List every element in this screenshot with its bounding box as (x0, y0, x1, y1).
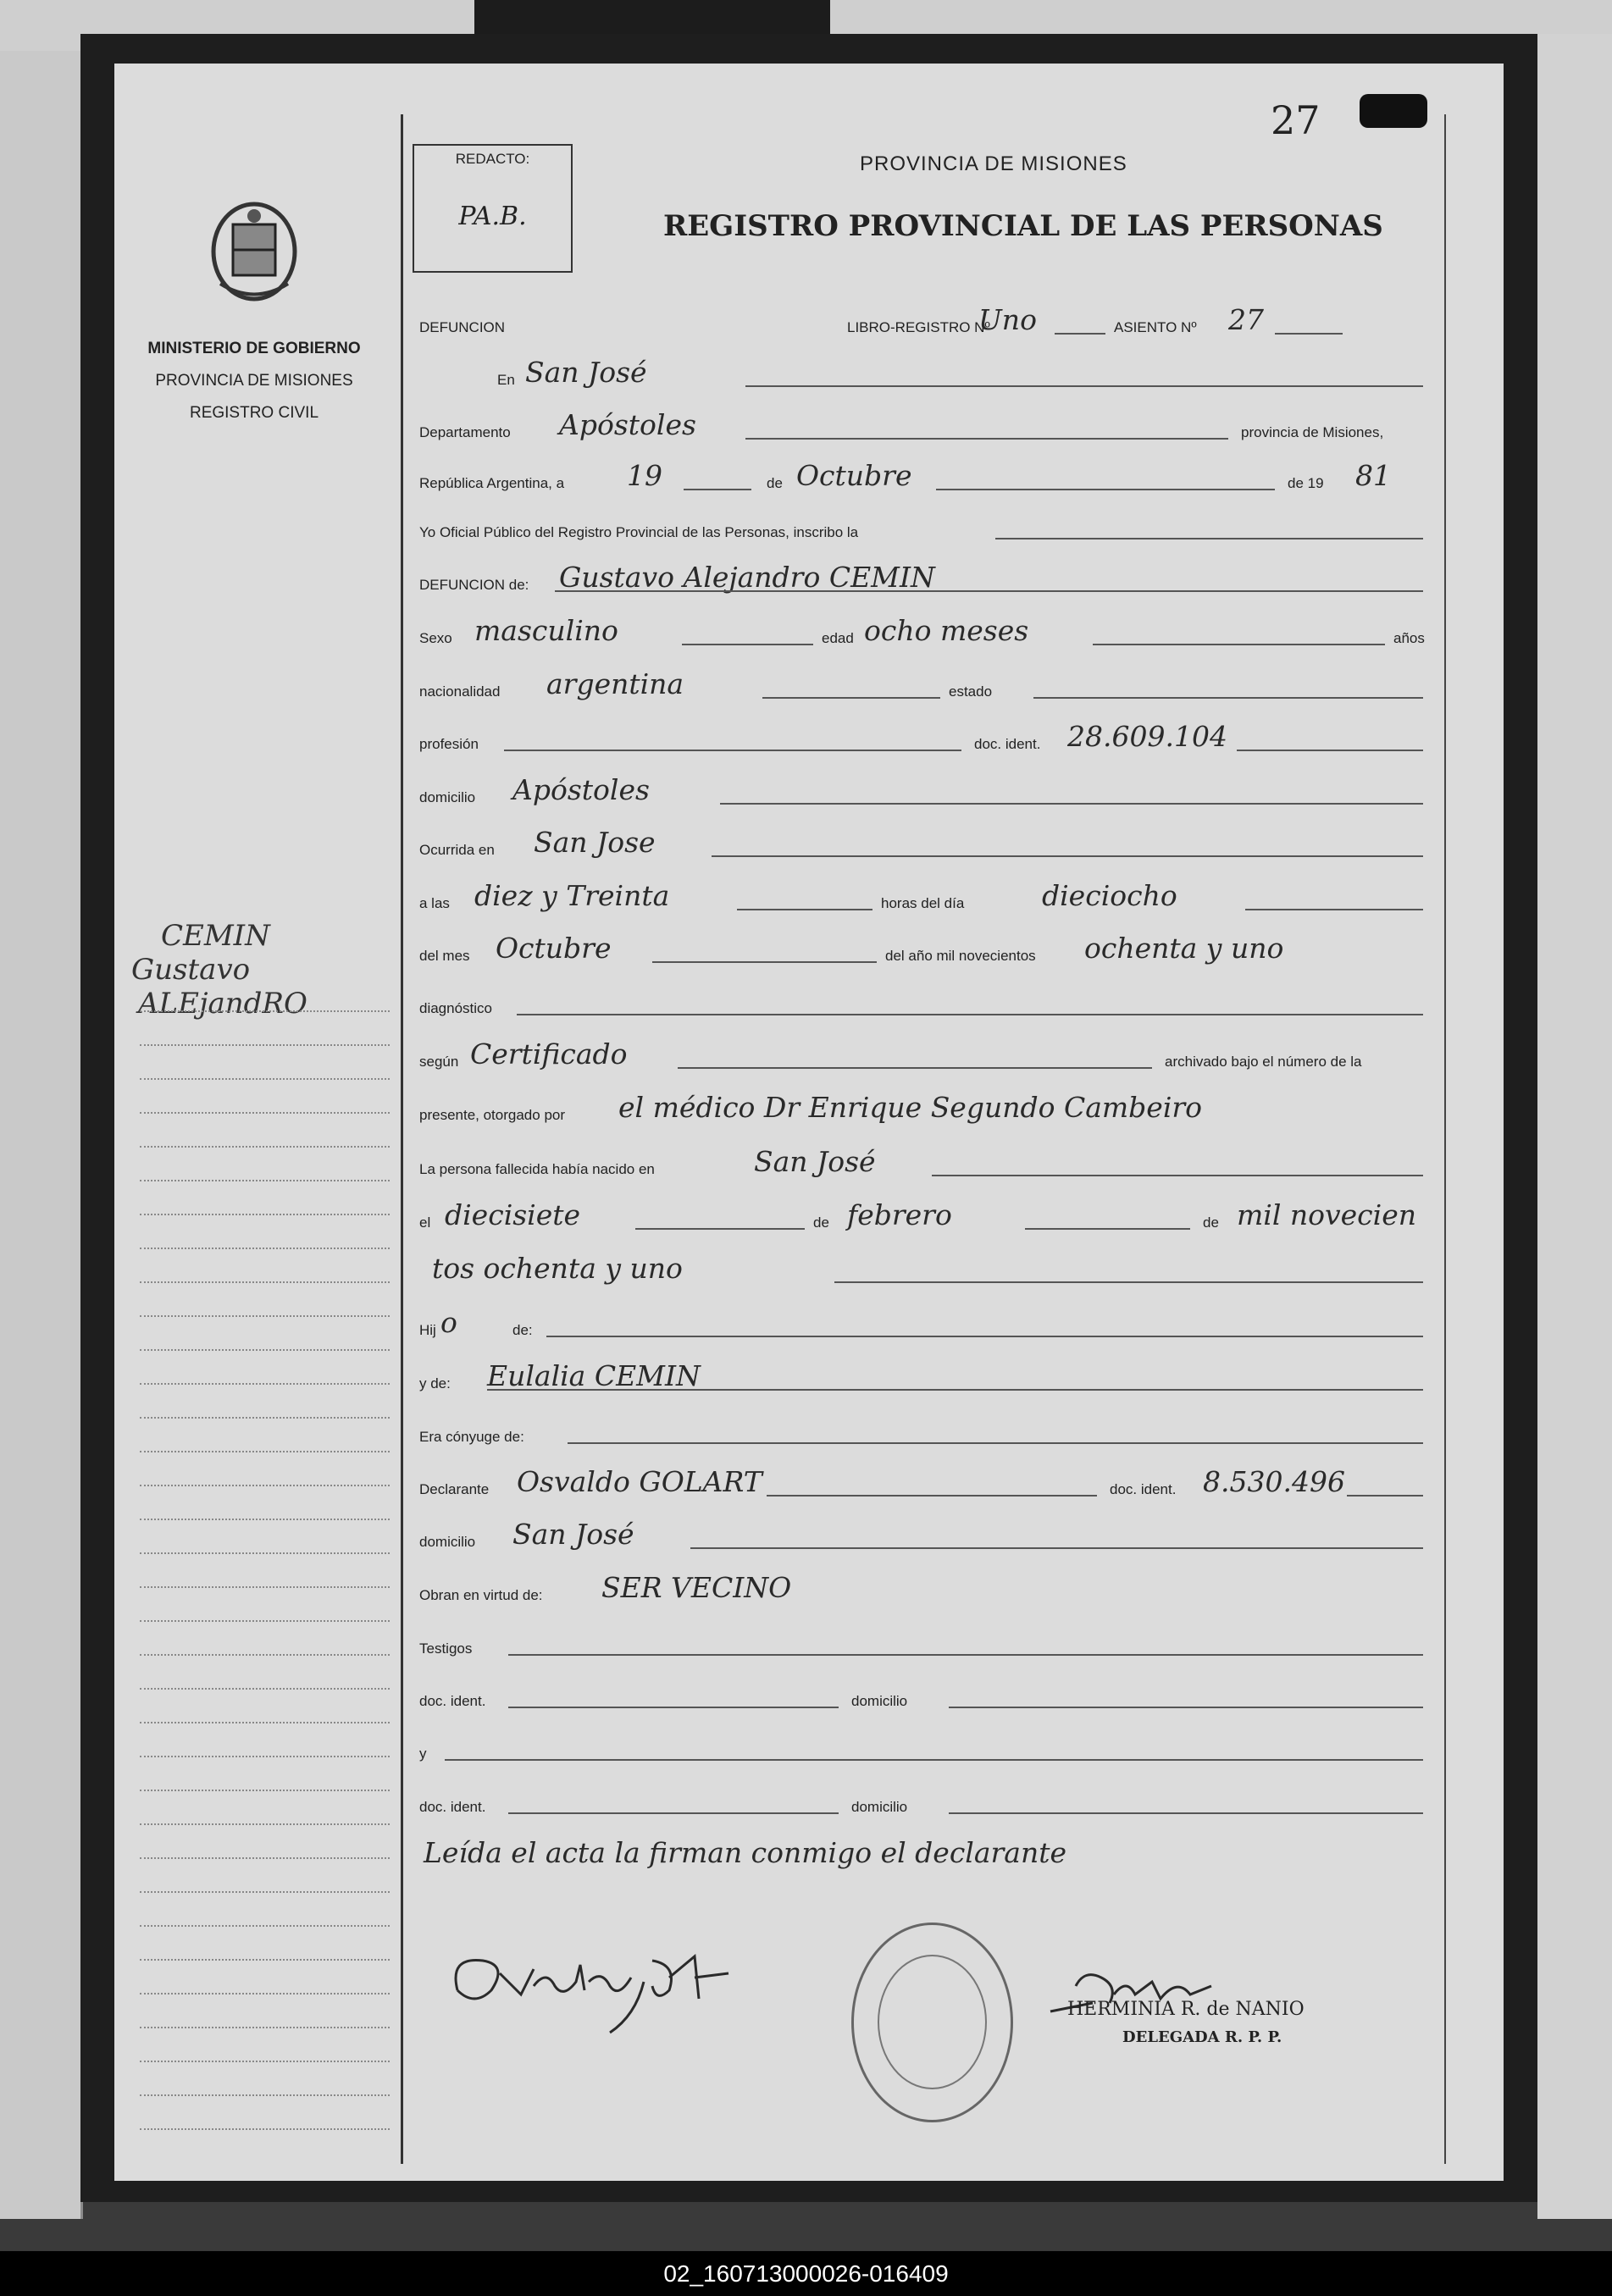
coat-of-arms-icon (203, 199, 305, 305)
background-right (1537, 34, 1612, 2219)
nac-anio-value1: mil novecien (1237, 1198, 1417, 1231)
redacto-value: PA.B. (458, 202, 527, 231)
el-label: el (419, 1214, 431, 1231)
folio-number: 27 (1271, 97, 1321, 143)
edad-value: ocho meses (864, 614, 1029, 647)
nac-mes-value: febrero (847, 1198, 952, 1231)
redacto-box (413, 144, 573, 273)
declarante-label: Declarante (419, 1481, 490, 1497)
row-defuncion-de (419, 561, 1436, 599)
row-testigo2 (419, 1734, 1436, 1768)
el-value: diecisiete (445, 1198, 581, 1231)
sexo-label: Sexo (419, 630, 452, 646)
horas-value: dieciocho (1042, 879, 1177, 912)
row-decl-domicilio (419, 1518, 1436, 1556)
row-testigo1-doc (419, 1681, 1436, 1715)
asiento-value: 27 (1228, 303, 1264, 336)
row-declarante (419, 1465, 1436, 1503)
register-page (114, 64, 1504, 2181)
closing-text: Leída el acta la firman conmigo el declarante (424, 1836, 1067, 1869)
margin-middle-name: ALEjandRO (138, 987, 307, 1021)
row-diagnostico (419, 988, 1436, 1022)
anio-value: 81 (1355, 459, 1391, 492)
de-mes-label: de (813, 1214, 829, 1231)
yde-label: y de: (419, 1375, 451, 1391)
hijo-de-label: de: (512, 1322, 533, 1338)
margin-column (114, 64, 402, 2181)
row-yde (419, 1359, 1436, 1397)
decl-dom-label: domicilio (419, 1534, 476, 1550)
right-border (1444, 114, 1446, 2164)
diagnostico-label: diagnóstico (419, 1000, 493, 1016)
row-nacimiento-anio (419, 1252, 1436, 1290)
horas-label: horas del día (881, 895, 965, 911)
asiento-label: ASIENTO Nº (1114, 319, 1197, 335)
archivado-label: archivado bajo el número de la (1165, 1054, 1362, 1070)
row-nacionalidad (419, 667, 1436, 705)
decl-dom-value: San José (512, 1518, 634, 1551)
row-obran (419, 1571, 1436, 1609)
edad-label: edad (822, 630, 854, 646)
de-anio-label: de (1203, 1214, 1219, 1231)
departamento-value: Apóstoles (559, 408, 696, 441)
decl-doc-label: doc. ident. (1110, 1481, 1177, 1497)
departamento-label: Departamento (419, 424, 511, 440)
libro-label: LIBRO-REGISTRO Nº (847, 319, 990, 335)
margin-first-name: Gustavo (131, 953, 251, 987)
officer-name: HERMINIA R. de NANIO (1067, 1999, 1305, 2020)
de-year-label: de 19 (1288, 475, 1324, 491)
anios-label: años (1393, 630, 1425, 646)
redacto-label: REDACTO: (455, 151, 530, 167)
t2-dom-label: domicilio (851, 1799, 908, 1815)
delanio-label: del año mil novecientos (885, 948, 1036, 964)
domicilio-value: Apóstoles (512, 773, 650, 806)
row-sexo (419, 614, 1436, 652)
ocurrida-label: Ocurrida en (419, 842, 495, 858)
y-label: y (419, 1746, 427, 1762)
row-ocurrida (419, 826, 1436, 864)
ministry-registry: REGISTRO CIVIL (189, 404, 319, 422)
defuncion-de-label: DEFUNCION de: (419, 577, 529, 593)
margin-divider (401, 114, 403, 2164)
row-delmes (419, 932, 1436, 970)
row-fecha (419, 459, 1436, 497)
officer-title: DELEGADA R. P. P. (1122, 2028, 1282, 2046)
mes-value: Octubre (796, 459, 912, 492)
margin-surname: CEMIN (161, 919, 270, 953)
defuncion-de-value: Gustavo Alejandro CEMIN (559, 561, 935, 594)
estado-label: estado (949, 683, 993, 700)
domicilio-label: domicilio (419, 789, 476, 805)
crossed-out-folio (1360, 94, 1427, 128)
decl-doc-value: 8.530.496 (1203, 1465, 1345, 1498)
en-label: En (497, 372, 515, 388)
republica-label: República Argentina, a (419, 475, 565, 491)
image-footer (0, 2251, 1612, 2296)
row-testigo2-doc (419, 1787, 1436, 1821)
official-stamp (851, 1923, 1013, 2122)
row-segun (419, 1037, 1436, 1076)
row-libro (419, 303, 1436, 341)
libro-value: Uno (978, 303, 1037, 336)
registry-heading: REGISTRO PROVINCIAL DE LAS PERSONAS (663, 209, 1383, 243)
row-nacimiento-fecha (419, 1198, 1436, 1237)
de-label: de (767, 475, 783, 491)
sexo-value: masculino (474, 614, 618, 647)
yde-value: Eulalia CEMIN (487, 1359, 701, 1392)
province-heading: PROVINCIA DE MISIONES (860, 152, 1127, 175)
declarante-value: Osvaldo GOLART (517, 1465, 762, 1498)
margin-ruled-lines (140, 978, 390, 2130)
ministry-block (114, 333, 394, 429)
row-testigos (419, 1629, 1436, 1663)
provincia-suffix: provincia de Misiones, (1241, 424, 1384, 440)
conyuge-label: Era cónyuge de: (419, 1429, 524, 1445)
dia-value: 19 (627, 459, 662, 492)
nacido-value: San José (754, 1145, 876, 1178)
alas-label: a las (419, 895, 450, 911)
row-domicilio (419, 773, 1436, 811)
testigos-label: Testigos (419, 1640, 473, 1657)
row-hijo (419, 1306, 1436, 1344)
row-oficial (419, 512, 1436, 546)
hijo-label: Hij (419, 1322, 436, 1338)
ministry-title: MINISTERIO DE GOBIERNO (147, 340, 361, 357)
row-profesion (419, 720, 1436, 758)
nacionalidad-value: argentina (546, 667, 684, 700)
obran-value: SER VECINO (601, 1571, 792, 1604)
nacionalidad-label: nacionalidad (419, 683, 501, 700)
alas-value: diez y Treinta (474, 879, 670, 912)
row-conyuge (419, 1417, 1436, 1451)
defuncion-label: DEFUNCION (419, 319, 506, 335)
presente-label: presente, otorgado por (419, 1107, 566, 1123)
ministry-province: PROVINCIA DE MISIONES (155, 372, 353, 390)
docident-label: doc. ident. (974, 736, 1041, 752)
segun-value: Certificado (470, 1037, 628, 1071)
delanio-value: ochenta y uno (1084, 932, 1284, 965)
obran-label: Obran en virtud de: (419, 1587, 543, 1603)
en-value: San José (525, 356, 647, 389)
declarant-signature-icon (440, 1939, 779, 2050)
delmes-value: Octubre (496, 932, 612, 965)
image-code: 02_160713000026-016409 (663, 2260, 949, 2287)
presente-value: el médico Dr Enrique Segundo Cambeiro (618, 1091, 1203, 1124)
t-dom-label: domicilio (851, 1693, 908, 1709)
nac-anio-value2: tos ochenta y uno (432, 1252, 683, 1285)
t-doc-label: doc. ident. (419, 1693, 486, 1709)
delmes-label: del mes (419, 948, 470, 964)
row-nacido (419, 1145, 1436, 1183)
docident-value: 28.609.104 (1067, 720, 1227, 753)
nacido-label: La persona fallecida había nacido en (419, 1161, 655, 1177)
row-en (419, 356, 1436, 394)
hijo-value: o (440, 1306, 457, 1339)
row-alas (419, 879, 1436, 917)
row-closing (419, 1836, 1436, 1874)
oficial-text: Yo Oficial Público del Registro Provincial de las Personas, inscribo la (419, 524, 859, 540)
row-departamento (419, 408, 1436, 446)
row-presente (419, 1091, 1436, 1129)
segun-label: según (419, 1054, 459, 1070)
t2-doc-label: doc. ident. (419, 1799, 486, 1815)
profesion-label: profesión (419, 736, 479, 752)
book-spine (0, 51, 83, 2219)
ocurrida-value: San Jose (534, 826, 656, 859)
